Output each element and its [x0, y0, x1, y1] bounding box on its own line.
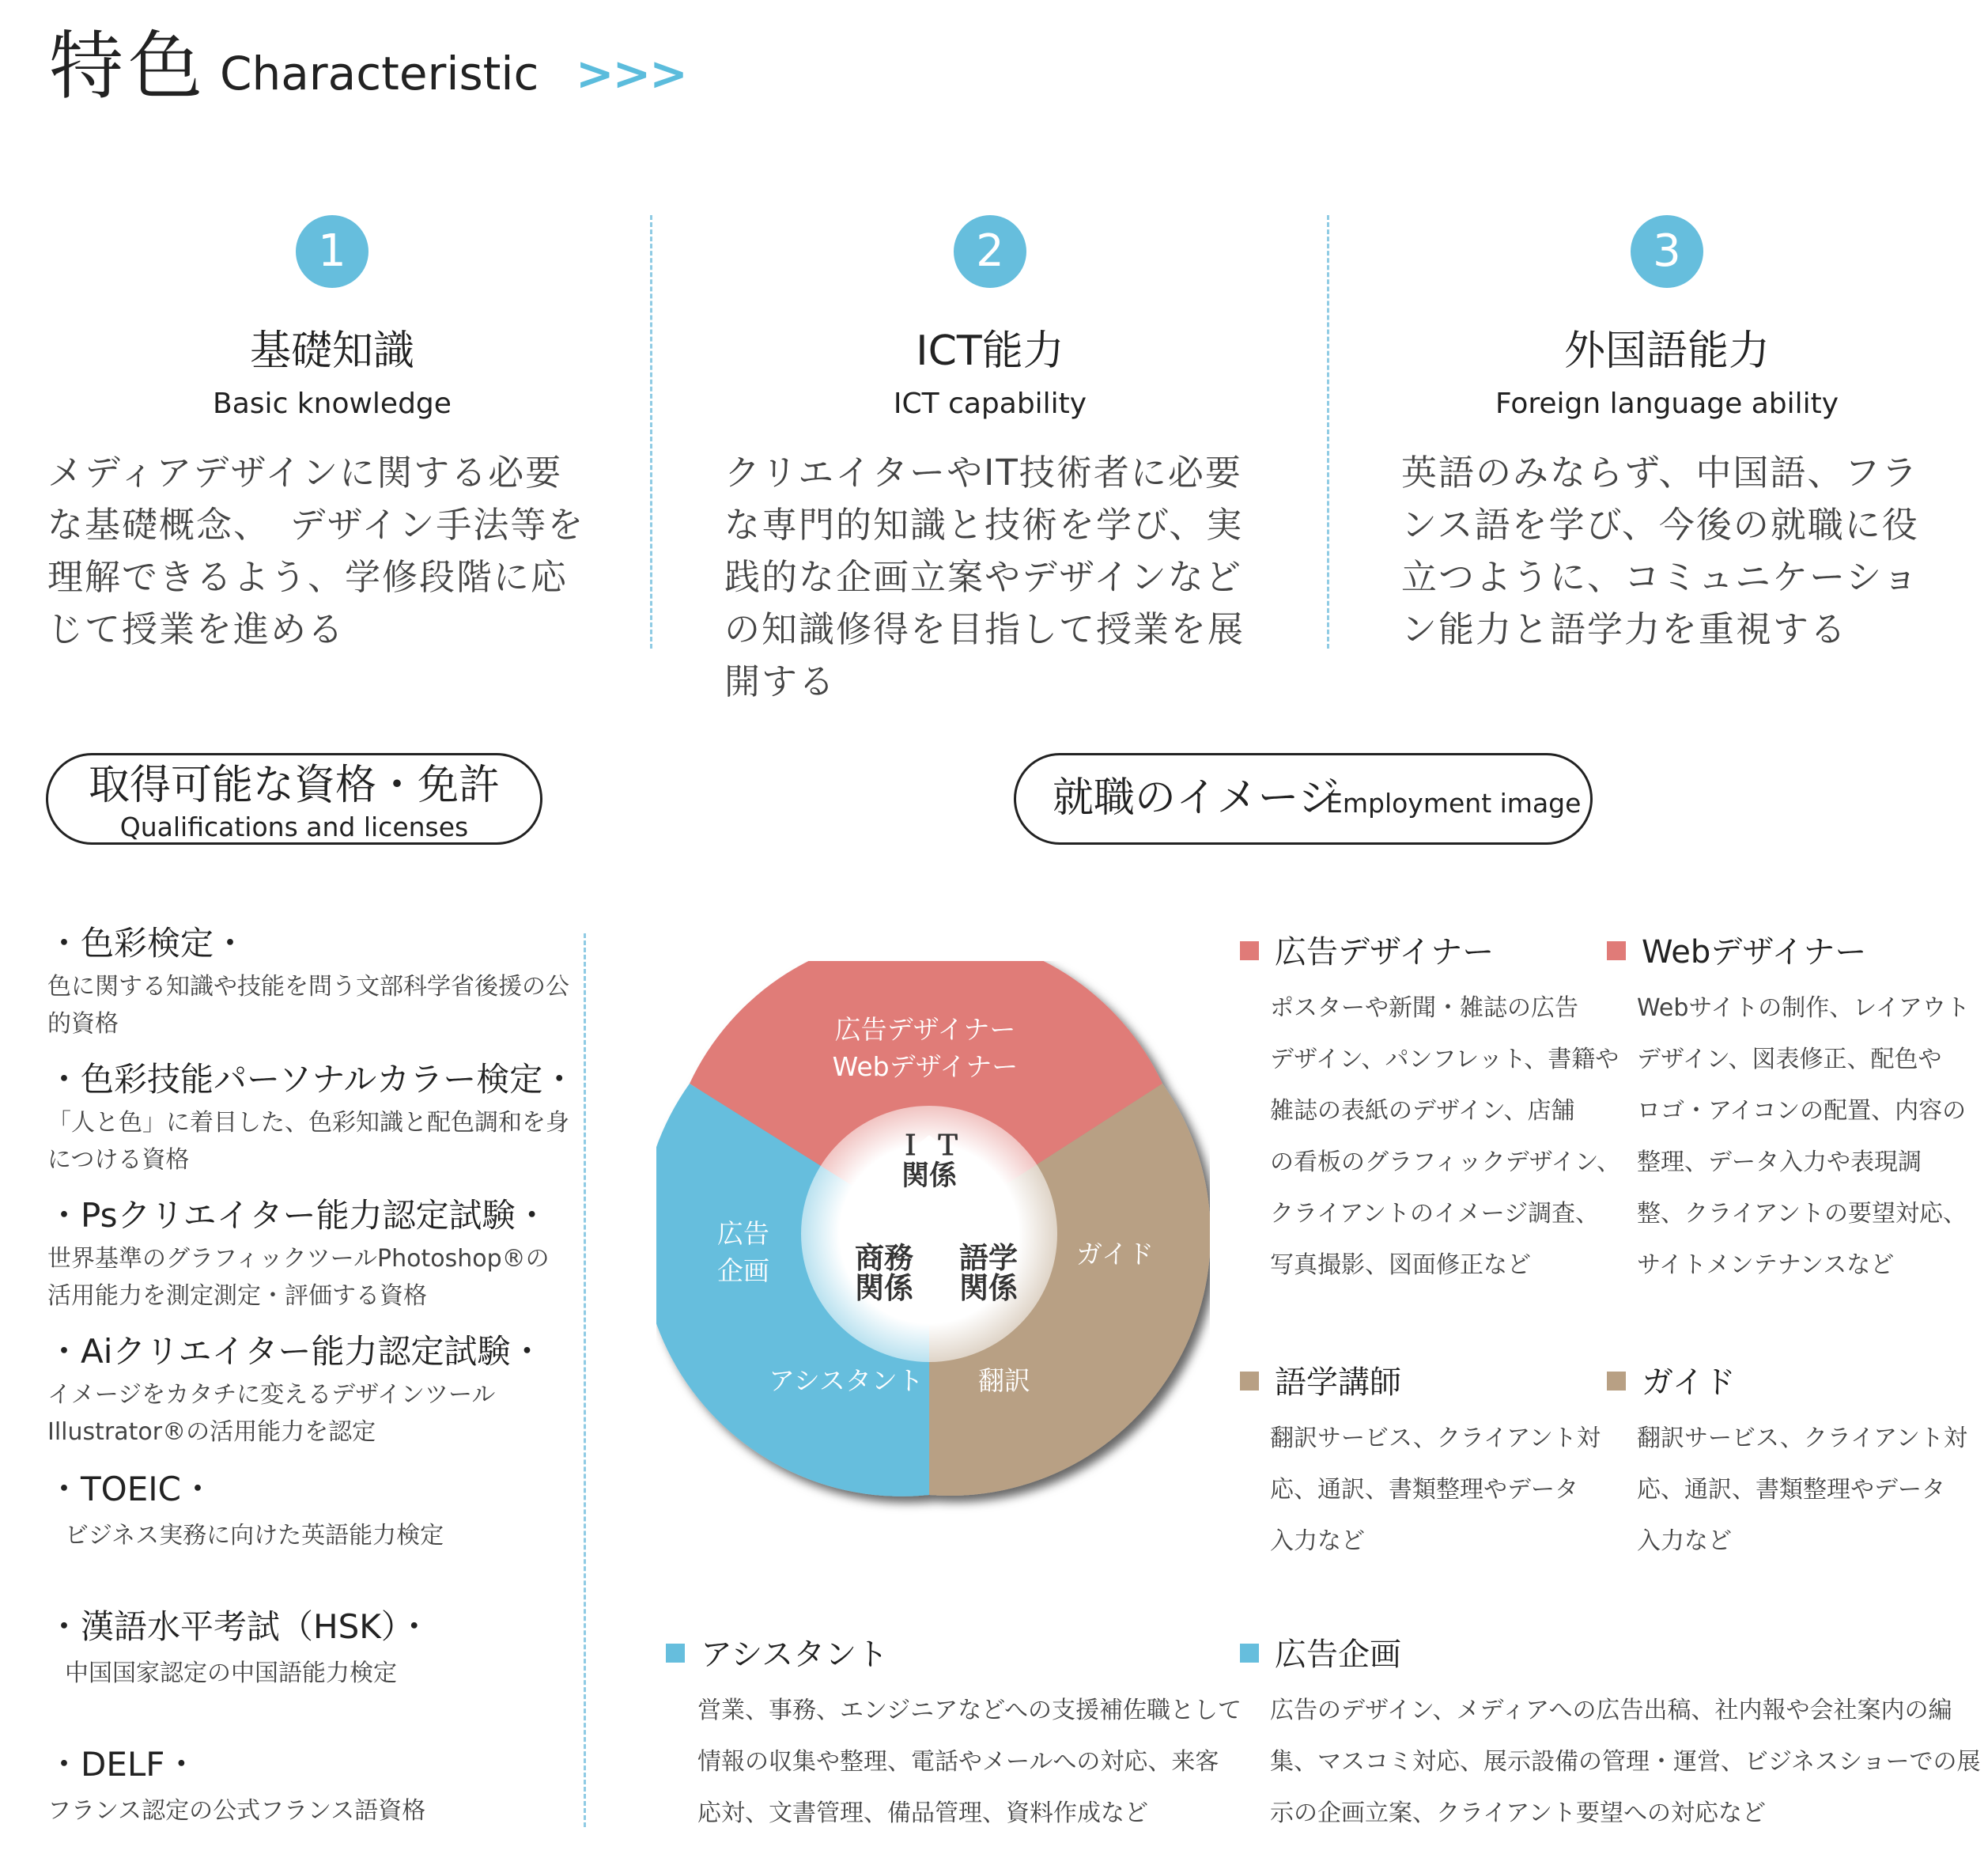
- qualification-desc: イメージをカタチに変えるデザインツールIllustrator®の活用能力を認定: [47, 1381, 496, 1446]
- feature-foreign-language: [1382, 215, 1952, 656]
- feature-description: 英語のみならず、中国語、フランス語を学び、今後の就職に役立つように、コミュニケーション能力と語学力を重視する: [1401, 451, 1920, 650]
- job-title-ad-planning: 広告企画: [1240, 1639, 1401, 1671]
- brown-square-icon: [1607, 1372, 1626, 1391]
- blue-square-icon: [666, 1644, 685, 1663]
- pie-label-red: 広告デザイナー Webデザイナー: [832, 1014, 1019, 1082]
- qualification-desc: 「人と色」に着目した、色彩知識と配色調和を身につける資格: [47, 1109, 569, 1174]
- pie-center-language: 語学 関係: [959, 1241, 1018, 1305]
- qualification-title: ・色彩技能パーソナルカラー検定・: [47, 1060, 576, 1099]
- arrow-icon: >>>: [576, 47, 686, 100]
- qualifications-subtitle: Qualifications and licenses: [119, 812, 469, 842]
- blue-square-icon: [1240, 1644, 1259, 1663]
- employment-subtitle: Employment image: [1326, 788, 1582, 819]
- red-square-icon: [1240, 941, 1259, 960]
- feature-subtitle: Foreign language ability: [1495, 388, 1839, 421]
- employment-title: 就職のイメージ: [1053, 774, 1340, 822]
- feature-title: 外国語能力: [1563, 327, 1770, 375]
- job-title-ad-designer: 広告デザイナー: [1240, 936, 1494, 968]
- feature-basic-knowledge: [47, 215, 617, 656]
- pie-center-business: 商務 関係: [855, 1241, 913, 1305]
- divider: [650, 215, 652, 649]
- number-badge: 3: [1631, 215, 1703, 288]
- qualification-desc: ビジネス実務に向けた英語能力検定: [65, 1522, 444, 1549]
- qualification-desc: 世界基準のグラフィックツールPhotoshop®の活用能力を測定測定・評価する資格: [47, 1245, 550, 1310]
- qualifications-title: 取得可能な資格・免許: [88, 762, 500, 809]
- pie-label-brown-bottom: 翻訳: [978, 1365, 1030, 1396]
- qualification-title: ・Psクリエイター能力認定試験・: [47, 1196, 549, 1235]
- feature-subtitle: ICT capability: [893, 388, 1087, 421]
- job-desc: Webサイトの制作、レイアウト デザイン、図表修正、配色や ロゴ・アイコンの配置、内容の 整理、データ入力や表現調 整、クライアントの要望対応、 サイトメンテナンスなど: [1637, 994, 1970, 1279]
- qualification-desc: 色に関する知識や技能を問う文部科学省後援の公的資格: [47, 973, 569, 1038]
- job-title-assistant: アシスタント: [666, 1639, 888, 1671]
- pie-label-blue-top: 広告 企画: [717, 1218, 769, 1286]
- divider: [1327, 215, 1329, 649]
- feature-title: ICT能力: [916, 327, 1064, 375]
- job-title-web-designer: Webデザイナー: [1607, 936, 1866, 968]
- feature-description: メディアデザインに関する必要な基礎概念、 デザイン手法等を理解できるよう、学修段階に応じて授業を進める: [47, 451, 585, 650]
- feature-ict-capability: [705, 215, 1275, 708]
- job-title-language-teacher: 語学講師: [1240, 1367, 1401, 1398]
- qualification-title: ・Aiクリエイター能力認定試験・: [47, 1332, 544, 1371]
- job-desc: ポスターや新聞・雑誌の広告 デザイン、パンフレット、書籍や 雑誌の表紙のデザイン、店舗 の看板のグラフィックデザイン、 クライアントのイメージ調査、 写真撮影、図面修正など: [1270, 994, 1621, 1279]
- qualification-title: ・DELF・: [47, 1745, 198, 1784]
- qualification-title: ・色彩検定・: [47, 924, 248, 963]
- job-title-guide: ガイド: [1607, 1367, 1736, 1398]
- divider: [584, 933, 586, 1827]
- job-desc: 広告のデザイン、メディアへの広告出稿、社内報や会社案内の編 集、マスコミ対応、展示設備の管理・運営、ビジネスショーでの展 示の企画立案、クライアント要望への対応など: [1270, 1697, 1981, 1827]
- qualification-title: ・漢語水平考試（HSK）・: [47, 1607, 431, 1646]
- employment-heading: [1014, 753, 1593, 845]
- pie-label-blue-bottom: アシスタント: [769, 1365, 924, 1396]
- feature-description: クリエイターやIT技術者に必要な専門的知識と技術を学び、実践的な企画立案やデザインなどの知識修得を目指して授業を展開する: [724, 451, 1245, 702]
- feature-title: 基礎知識: [249, 327, 414, 375]
- feature-subtitle: Basic knowledge: [213, 388, 452, 421]
- brown-square-icon: [1240, 1372, 1259, 1391]
- number-badge: 2: [954, 215, 1026, 288]
- pie-label-brown-top: ガイド: [1075, 1239, 1154, 1269]
- number-badge: 1: [296, 215, 368, 288]
- job-desc: 営業、事務、エンジニアなどへの支援補佐職として 情報の収集や整理、電話やメールへの対応、来客 応対、文書管理、備品管理、資料作成など: [697, 1697, 1242, 1827]
- pie-center-it: Ｉ Ｔ 関係: [896, 1130, 962, 1192]
- job-desc: 翻訳サービス、クライアント対 応、通訳、書類整理やデータ 入力など: [1637, 1425, 1967, 1555]
- qualification-title: ・TOEIC・: [47, 1470, 214, 1508]
- page-subtitle: Characteristic: [220, 47, 539, 100]
- page-title: 特色: [49, 24, 208, 110]
- red-square-icon: [1607, 941, 1626, 960]
- qualifications-heading: [46, 753, 542, 845]
- job-desc: 翻訳サービス、クライアント対 応、通訳、書類整理やデータ 入力など: [1270, 1425, 1601, 1555]
- qualification-desc: フランス認定の公式フランス語資格: [47, 1797, 426, 1825]
- qualification-desc: 中国国家認定の中国語能力検定: [65, 1659, 397, 1687]
